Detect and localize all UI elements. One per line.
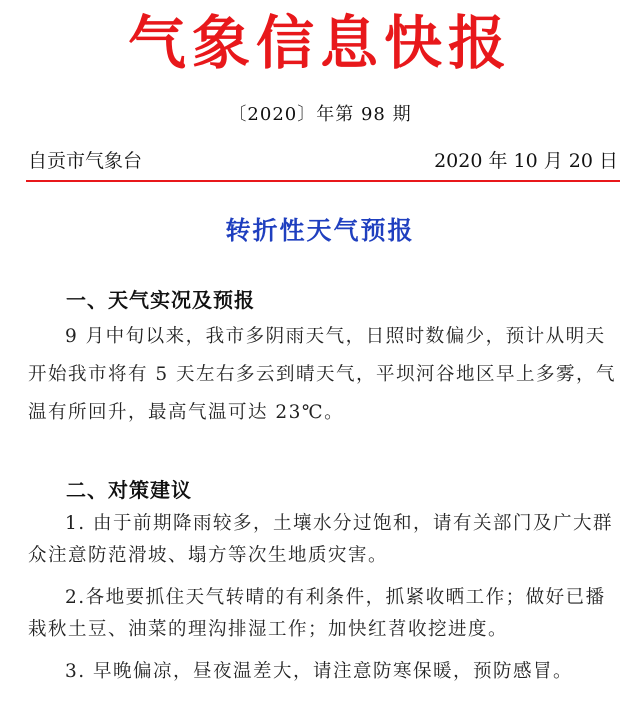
red-divider xyxy=(26,180,620,182)
section-title-suggestions: 二、对策建议 xyxy=(66,478,192,502)
masthead-title: 气象信息快报 xyxy=(127,9,512,77)
suggestion-item-3: 3. 早晚偏凉，昼夜温差大，请注意防寒保暖，预防感冒。 xyxy=(65,661,574,682)
suggestion-item-2: 2.各地要抓住天气转晴的有利条件，抓紧收晒工作；做好已播栽秋土豆、油菜的理沟排湿工作；加快红苕收挖进度。 xyxy=(28,587,606,640)
headline: 转折性天气预报 xyxy=(225,216,415,245)
section-title-forecast: 一、天气实况及预报 xyxy=(66,288,255,312)
forecast-paragraph: 9 月中旬以来，我市多阴雨天气，日照时数偏少，预计从明天开始我市将有 5 天左右多云到晴天气，平坝河谷地区早上多雾，气温有所回升，最高气温可达 23℃。 xyxy=(28,326,617,423)
issue-number: 〔2020〕年第 98 期 xyxy=(228,104,412,125)
issuing-organization: 自贡市气象台 xyxy=(28,150,143,172)
suggestion-item-1: 1. 由于前期降雨较多，土壤水分过饱和，请有关部门及广大群众注意防范滑坡、塌方等次生地质灾害。 xyxy=(28,513,614,566)
issue-date: 2020 年 10 月 20 日 xyxy=(434,150,618,172)
meta-row xyxy=(28,146,618,172)
